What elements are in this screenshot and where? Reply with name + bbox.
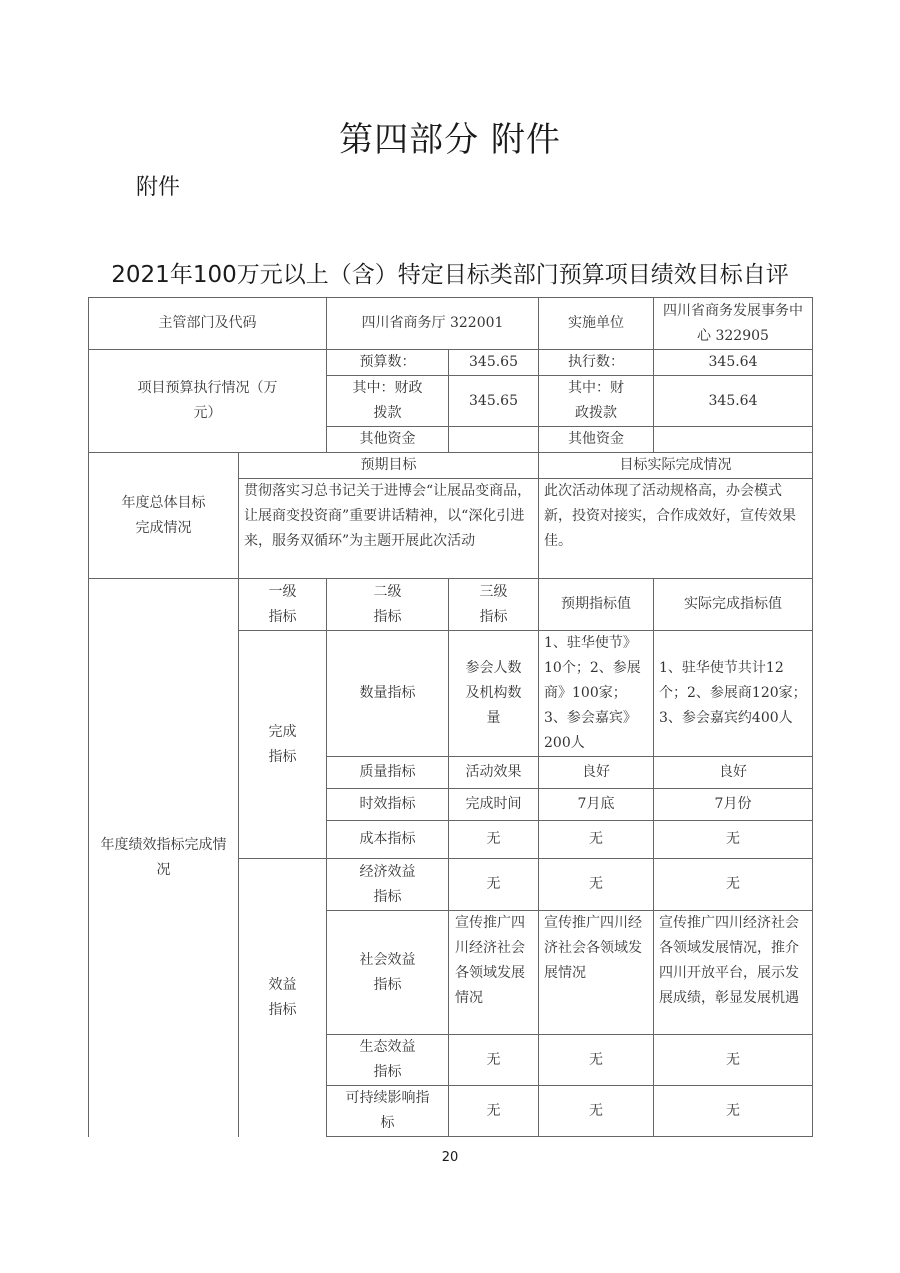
col-level3: 三级指标	[449, 579, 539, 631]
impl-value: 四川省商务发展事务中心 322905	[654, 298, 813, 350]
col-expected: 预期指标值	[539, 579, 654, 631]
impl-label: 实施单位	[539, 298, 654, 350]
level3: 完成时间	[449, 789, 539, 821]
level2: 质量指标	[327, 757, 449, 789]
expected-value: 7月底	[539, 789, 654, 821]
actual-value: 宣传推广四川经济社会各领域发展情况，推介四川开放平台，展示发展成绩，彰显发展机遇	[654, 911, 813, 1035]
level2: 经济效益指标	[327, 859, 449, 911]
other-label-budget: 其他资金	[327, 427, 449, 453]
level2: 可持续影响指标	[327, 1086, 449, 1137]
expected-goal-text: 贯彻落实习总书记关于进博会“让展品变商品，让展商变投资商”重要讲话精神，以“深化引进来，服务双循环”为主题开展此次活动	[239, 479, 539, 579]
actual-value: 无	[654, 1086, 813, 1137]
budget-amount-value: 345.65	[449, 350, 539, 376]
annual-goal-label: 年度总体目标完成情况	[89, 453, 239, 579]
level3: 参会人数及机构数量	[449, 631, 539, 757]
actual-value: 无	[654, 821, 813, 859]
expected-value: 宣传推广四川经济社会各领域发展情况	[539, 911, 654, 1035]
expected-value: 无	[539, 821, 654, 859]
budget-row	[89, 350, 813, 376]
other-value-exec	[654, 427, 813, 453]
other-value-budget	[449, 427, 539, 453]
level1-benefit: 效益指标	[239, 859, 327, 1137]
level3: 活动效果	[449, 757, 539, 789]
dept-value: 四川省商务厅 322001	[327, 298, 539, 350]
fiscal-value-budget: 345.65	[449, 376, 539, 427]
fiscal-label-exec: 其中：财政拨款	[539, 376, 654, 427]
expected-goal-header: 预期目标	[239, 453, 539, 479]
exec-amount-value: 345.64	[654, 350, 813, 376]
part-title: 第四部分 附件	[339, 120, 561, 160]
expected-value: 良好	[539, 757, 654, 789]
actual-value: 1、驻华使节共计12个；2、参展商120家；3、参会嘉宾约400人	[654, 631, 813, 757]
level1-completion: 完成指标	[239, 631, 327, 859]
col-level2: 二级指标	[327, 579, 449, 631]
page-number: 20	[441, 1150, 459, 1165]
budget-label: 项目预算执行情况（万元）	[89, 350, 327, 453]
fiscal-label-budget: 其中：财政拨款	[327, 376, 449, 427]
actual-goal-text: 此次活动体现了活动规格高，办会模式新，投资对接实，合作成效好，宣传效果佳。	[539, 479, 813, 579]
level3: 无	[449, 859, 539, 911]
expected-value: 无	[539, 1086, 654, 1137]
exec-amount-label: 执行数：	[539, 350, 654, 376]
header-row	[89, 298, 813, 350]
actual-value: 良好	[654, 757, 813, 789]
indicator-section-label: 年度绩效指标完成情况	[89, 579, 239, 1137]
actual-value: 无	[654, 1035, 813, 1086]
level2: 成本指标	[327, 821, 449, 859]
indicator-header-row	[89, 579, 813, 631]
annual-goal-header-row	[89, 453, 813, 479]
performance-self-evaluation-table	[88, 297, 813, 1137]
level3: 无	[449, 1035, 539, 1086]
level3: 无	[449, 821, 539, 859]
level2: 数量指标	[327, 631, 449, 757]
actual-value: 7月份	[654, 789, 813, 821]
actual-goal-header: 目标实际完成情况	[539, 453, 813, 479]
level3: 宣传推广四川经济社会各领域发展情况	[449, 911, 539, 1035]
expected-value: 1、驻华使节》10个；2、参展商》100家；3、参会嘉宾》200人	[539, 631, 654, 757]
level2: 时效指标	[327, 789, 449, 821]
actual-value: 无	[654, 859, 813, 911]
budget-amount-label: 预算数：	[327, 350, 449, 376]
level3: 无	[449, 1086, 539, 1137]
col-actual: 实际完成指标值	[654, 579, 813, 631]
expected-value: 无	[539, 1035, 654, 1086]
other-label-exec: 其他资金	[539, 427, 654, 453]
level2: 社会效益指标	[327, 911, 449, 1035]
attachment-subtitle: 附件	[136, 175, 181, 200]
col-level1: 一级指标	[239, 579, 327, 631]
level2: 生态效益指标	[327, 1035, 449, 1086]
expected-value: 无	[539, 859, 654, 911]
fiscal-value-exec: 345.64	[654, 376, 813, 427]
dept-label: 主管部门及代码	[89, 298, 327, 350]
table-title: 2021年100万元以上（含）特定目标类部门预算项目绩效目标自评	[111, 262, 789, 288]
